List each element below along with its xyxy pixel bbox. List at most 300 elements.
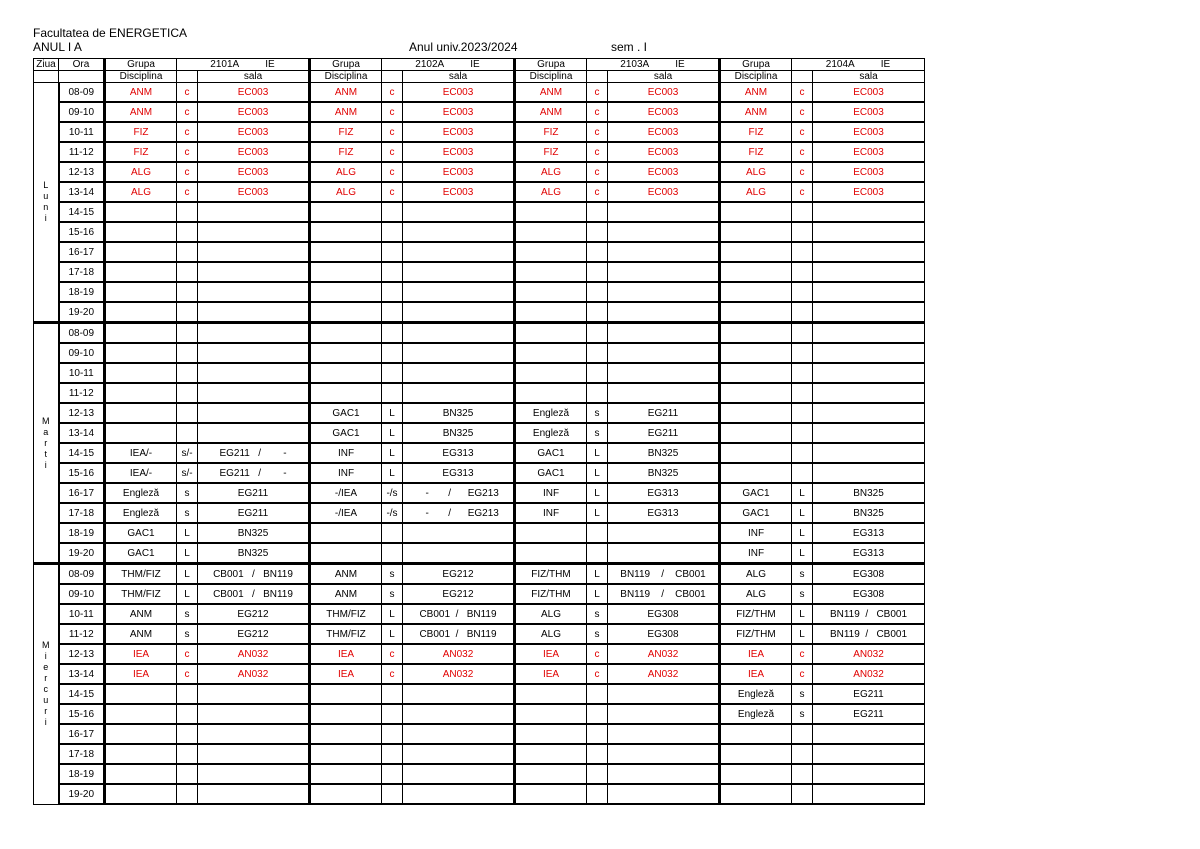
cell-discipline: ANM: [105, 83, 177, 103]
cell-discipline: FIZ: [105, 142, 177, 162]
cell-type: [792, 463, 813, 483]
cell-room: EC003: [813, 83, 925, 103]
cell-discipline: [720, 403, 792, 423]
hour-cell: 17-18: [59, 503, 105, 523]
cell-room: EG211: [608, 423, 720, 443]
cell-type: L: [382, 403, 403, 423]
cell-room: [198, 764, 310, 784]
day-letter: c: [43, 684, 48, 695]
table-row: [34, 684, 925, 704]
cell-discipline: FIZ: [105, 122, 177, 142]
cell-discipline: [720, 383, 792, 403]
cell-room: EG313: [813, 543, 925, 564]
cell-type: L: [587, 584, 608, 604]
disciplina-header: Disciplina: [515, 71, 587, 83]
cell-type: [792, 443, 813, 463]
cell-type: L: [792, 624, 813, 644]
cell-room: [198, 282, 310, 302]
cell-type: L: [587, 503, 608, 523]
header-row-groups: [34, 59, 925, 71]
hour-cell: 14-15: [59, 202, 105, 222]
cell-room: [813, 282, 925, 302]
cell-type: c: [177, 664, 198, 684]
cell-discipline: Engleză: [515, 423, 587, 443]
cell-type: s: [382, 584, 403, 604]
cell-type: c: [382, 664, 403, 684]
cell-type: [382, 262, 403, 282]
cell-type: L: [792, 483, 813, 503]
cell-room: [608, 323, 720, 344]
cell-room: EC003: [608, 142, 720, 162]
cell-room: [608, 242, 720, 262]
cell-room: EG212: [403, 564, 515, 585]
cell-type: [177, 323, 198, 344]
cell-room: EC003: [198, 162, 310, 182]
cell-room: AN032: [608, 664, 720, 684]
cell-discipline: [720, 323, 792, 344]
cell-discipline: ANM: [720, 83, 792, 103]
hour-cell: 11-12: [59, 142, 105, 162]
cell-type: [177, 282, 198, 302]
cell-room: [608, 343, 720, 363]
univ-year-label: Anul univ.2023/2024: [409, 40, 518, 54]
cell-discipline: INF: [720, 523, 792, 543]
cell-type: L: [587, 463, 608, 483]
cell-type: [792, 403, 813, 423]
table-row: [34, 122, 925, 142]
cell-type: L: [587, 564, 608, 585]
cell-type: c: [587, 122, 608, 142]
year-label: ANUL I A: [33, 40, 82, 54]
cell-type: c: [587, 644, 608, 664]
cell-discipline: GAC1: [310, 423, 382, 443]
table-row: [34, 503, 925, 523]
cell-room: [608, 704, 720, 724]
cell-room: EG211 / -: [198, 443, 310, 463]
cell-discipline: INF: [310, 443, 382, 463]
cell-discipline: FIZ: [720, 142, 792, 162]
cell-discipline: INF: [515, 503, 587, 523]
cell-discipline: [105, 744, 177, 764]
cell-discipline: [310, 704, 382, 724]
cell-room: EG308: [608, 604, 720, 624]
cell-type: c: [792, 102, 813, 122]
table-row: [34, 744, 925, 764]
cell-type: c: [382, 142, 403, 162]
cell-type: [587, 383, 608, 403]
hour-cell: 09-10: [59, 102, 105, 122]
cell-room: EC003: [608, 102, 720, 122]
cell-room: EC003: [198, 102, 310, 122]
cell-room: EG313: [813, 523, 925, 543]
cell-room: [403, 784, 515, 804]
cell-room: EG313: [608, 483, 720, 503]
cell-type: c: [382, 644, 403, 664]
cell-type: [587, 523, 608, 543]
cell-discipline: IEA: [720, 664, 792, 684]
table-row: [34, 443, 925, 463]
cell-room: BN325: [403, 423, 515, 443]
cell-room: BN325: [198, 543, 310, 564]
cell-discipline: [105, 724, 177, 744]
cell-room: CB001 / BN119: [198, 564, 310, 585]
cell-room: EG211: [608, 403, 720, 423]
cell-discipline: [515, 744, 587, 764]
cell-discipline: FIZ: [515, 122, 587, 142]
cell-room: [403, 242, 515, 262]
cell-discipline: [310, 744, 382, 764]
cell-room: EG212: [198, 604, 310, 624]
cell-room: [198, 724, 310, 744]
table-row: [34, 463, 925, 483]
cell-discipline: [515, 282, 587, 302]
cell-discipline: [105, 363, 177, 383]
cell-type: c: [587, 162, 608, 182]
table-row: [34, 182, 925, 202]
cell-type: L: [177, 543, 198, 564]
table-row: [34, 764, 925, 784]
cell-room: [608, 684, 720, 704]
cell-type: [177, 724, 198, 744]
cell-type: s: [792, 684, 813, 704]
hour-cell: 12-13: [59, 644, 105, 664]
grupa-header: Grupa: [105, 59, 177, 71]
cell-type: [792, 724, 813, 744]
cell-type: L: [177, 564, 198, 585]
cell-discipline: ALG: [515, 624, 587, 644]
cell-discipline: [105, 202, 177, 222]
cell-discipline: [720, 744, 792, 764]
hour-cell: 18-19: [59, 764, 105, 784]
schedule-table: [33, 58, 925, 805]
cell-discipline: [105, 343, 177, 363]
cell-discipline: INF: [515, 483, 587, 503]
cell-room: [198, 744, 310, 764]
cell-type: c: [382, 162, 403, 182]
cell-type: [792, 202, 813, 222]
day-letter: M: [42, 640, 50, 651]
hour-cell: 13-14: [59, 664, 105, 684]
hour-cell: 10-11: [59, 363, 105, 383]
cell-type: [792, 222, 813, 242]
cell-discipline: GAC1: [515, 463, 587, 483]
cell-discipline: [310, 262, 382, 282]
cell-discipline: [310, 784, 382, 804]
group-id: 2103A: [620, 58, 650, 70]
cell-room: BN325: [608, 443, 720, 463]
cell-room: [608, 724, 720, 744]
cell-type: s: [177, 503, 198, 523]
cell-type: c: [177, 644, 198, 664]
cell-type: [177, 704, 198, 724]
day-letter: i: [44, 459, 47, 470]
cell-type: [177, 744, 198, 764]
cell-discipline: [720, 724, 792, 744]
cell-discipline: ALG: [310, 162, 382, 182]
cell-type: [792, 423, 813, 443]
cell-discipline: FIZ: [310, 142, 382, 162]
cell-room: EC003: [608, 182, 720, 202]
hour-cell: 09-10: [59, 343, 105, 363]
cell-room: [813, 403, 925, 423]
cell-discipline: IEA: [515, 644, 587, 664]
cell-type: s: [177, 483, 198, 503]
cell-room: EC003: [813, 142, 925, 162]
blank-cell: [177, 71, 198, 83]
cell-room: BN325: [813, 503, 925, 523]
cell-type: c: [382, 83, 403, 103]
cell-discipline: [105, 704, 177, 724]
grupa-header: Grupa: [720, 59, 792, 71]
cell-discipline: Engleză: [720, 704, 792, 724]
cell-room: EC003: [813, 102, 925, 122]
cell-discipline: [515, 242, 587, 262]
table-row: [34, 604, 925, 624]
sala-header: sala: [198, 71, 310, 83]
cell-room: BN325: [608, 463, 720, 483]
cell-type: [177, 784, 198, 804]
blank-cell: [382, 71, 403, 83]
cell-room: [813, 724, 925, 744]
cell-discipline: ANM: [515, 83, 587, 103]
cell-type: [382, 704, 403, 724]
cell-discipline: [515, 523, 587, 543]
cell-type: [587, 363, 608, 383]
table-row: [34, 262, 925, 282]
cell-discipline: IEA: [310, 644, 382, 664]
cell-type: c: [792, 122, 813, 142]
cell-type: [587, 744, 608, 764]
cell-discipline: ALG: [720, 564, 792, 585]
sala-header: sala: [403, 71, 515, 83]
cell-discipline: ANM: [105, 624, 177, 644]
cell-room: [403, 724, 515, 744]
table-row: [34, 523, 925, 543]
cell-room: EG308: [608, 624, 720, 644]
day-letter: r: [44, 706, 48, 717]
day-letter: n: [43, 202, 49, 212]
table-row: [34, 363, 925, 383]
cell-type: c: [177, 162, 198, 182]
cell-room: EG308: [813, 584, 925, 604]
cell-room: [608, 764, 720, 784]
cell-room: [403, 523, 515, 543]
cell-type: s: [587, 423, 608, 443]
cell-type: [587, 684, 608, 704]
cell-type: [587, 543, 608, 564]
cell-discipline: [310, 523, 382, 543]
hour-cell: 16-17: [59, 483, 105, 503]
cell-type: [177, 343, 198, 363]
cell-discipline: [515, 202, 587, 222]
cell-room: [403, 262, 515, 282]
cell-type: c: [792, 182, 813, 202]
cell-room: AN032: [198, 664, 310, 684]
cell-discipline: [720, 242, 792, 262]
cell-type: [177, 302, 198, 323]
table-row: [34, 102, 925, 122]
cell-discipline: ANM: [310, 83, 382, 103]
cell-type: -/s: [382, 483, 403, 503]
cell-room: [403, 704, 515, 724]
cell-type: [792, 323, 813, 344]
cell-discipline: THM/FIZ: [310, 604, 382, 624]
cell-room: BN119 / CB001: [608, 564, 720, 585]
cell-room: CB001 / BN119: [403, 604, 515, 624]
cell-discipline: [515, 724, 587, 744]
cell-type: [382, 302, 403, 323]
cell-discipline: [720, 202, 792, 222]
cell-room: [198, 403, 310, 423]
cell-discipline: [105, 242, 177, 262]
cell-type: [587, 724, 608, 744]
cell-room: [608, 363, 720, 383]
header-row-fields: [34, 71, 925, 83]
cell-type: [382, 684, 403, 704]
cell-type: s: [587, 604, 608, 624]
cell-room: BN119 / CB001: [813, 624, 925, 644]
table-row: [34, 403, 925, 423]
table-row: [34, 584, 925, 604]
cell-type: L: [382, 443, 403, 463]
cell-type: [177, 262, 198, 282]
cell-discipline: -/IEA: [310, 503, 382, 523]
cell-type: s: [177, 604, 198, 624]
cell-type: [382, 242, 403, 262]
cell-discipline: FIZ/THM: [720, 604, 792, 624]
cell-room: [403, 543, 515, 564]
cell-room: [813, 323, 925, 344]
blank-cell: [792, 71, 813, 83]
cell-discipline: ALG: [105, 182, 177, 202]
cell-discipline: [105, 383, 177, 403]
cell-room: EG212: [198, 624, 310, 644]
cell-room: AN032: [608, 644, 720, 664]
cell-discipline: [105, 784, 177, 804]
cell-room: BN325: [198, 523, 310, 543]
hour-cell: 18-19: [59, 282, 105, 302]
cell-type: L: [382, 604, 403, 624]
cell-type: [792, 242, 813, 262]
cell-type: s: [587, 624, 608, 644]
table-row: [34, 624, 925, 644]
cell-type: c: [792, 664, 813, 684]
cell-type: [587, 202, 608, 222]
cell-room: [813, 202, 925, 222]
cell-type: c: [792, 83, 813, 103]
cell-room: [403, 282, 515, 302]
cell-discipline: [105, 222, 177, 242]
cell-room: [813, 302, 925, 323]
cell-discipline: [105, 262, 177, 282]
cell-room: [813, 463, 925, 483]
cell-discipline: [515, 323, 587, 344]
cell-discipline: [310, 764, 382, 784]
cell-type: [382, 282, 403, 302]
semester-label: sem . I: [611, 40, 648, 54]
cell-type: s/-: [177, 463, 198, 483]
cell-type: [587, 242, 608, 262]
cell-room: [403, 343, 515, 363]
hour-cell: 12-13: [59, 403, 105, 423]
group-id-cell: [587, 59, 720, 71]
hour-cell: 19-20: [59, 302, 105, 323]
cell-type: s: [177, 624, 198, 644]
group-id-cell: [792, 59, 925, 71]
cell-discipline: [310, 543, 382, 564]
table-row: [34, 664, 925, 684]
cell-discipline: [105, 323, 177, 344]
cell-discipline: ANM: [720, 102, 792, 122]
cell-discipline: GAC1: [105, 523, 177, 543]
cell-type: [382, 523, 403, 543]
disciplina-header: Disciplina: [310, 71, 382, 83]
cell-room: EC003: [198, 182, 310, 202]
cell-room: BN119 / CB001: [813, 604, 925, 624]
hour-cell: 11-12: [59, 624, 105, 644]
cell-type: [382, 363, 403, 383]
cell-discipline: [720, 262, 792, 282]
cell-type: L: [792, 543, 813, 564]
cell-discipline: [720, 764, 792, 784]
cell-room: EG308: [813, 564, 925, 585]
hour-cell: 16-17: [59, 242, 105, 262]
cell-type: [587, 302, 608, 323]
cell-type: [587, 764, 608, 784]
cell-discipline: ANM: [310, 102, 382, 122]
cell-type: [382, 222, 403, 242]
cell-discipline: ALG: [515, 604, 587, 624]
day-letter: i: [44, 717, 47, 728]
cell-type: [792, 282, 813, 302]
cell-room: [403, 744, 515, 764]
table-row: [34, 282, 925, 302]
cell-room: AN032: [403, 664, 515, 684]
cell-type: [177, 764, 198, 784]
group-id-cell: [177, 59, 310, 71]
cell-room: [608, 744, 720, 764]
cell-type: s: [792, 584, 813, 604]
cell-type: [177, 684, 198, 704]
cell-room: EC003: [403, 102, 515, 122]
cell-discipline: [515, 684, 587, 704]
cell-discipline: INF: [720, 543, 792, 564]
cell-discipline: IEA: [105, 644, 177, 664]
cell-discipline: Engleză: [105, 503, 177, 523]
cell-discipline: [515, 784, 587, 804]
group-id: 2104A: [825, 58, 855, 70]
cell-type: [587, 222, 608, 242]
cell-discipline: FIZ: [720, 122, 792, 142]
cell-discipline: IEA: [310, 664, 382, 684]
cell-type: c: [382, 102, 403, 122]
cell-discipline: ALG: [310, 182, 382, 202]
cell-room: EC003: [198, 83, 310, 103]
cell-discipline: [310, 323, 382, 344]
day-letter: r: [44, 437, 48, 448]
cell-room: [403, 684, 515, 704]
table-row: [34, 423, 925, 443]
cell-room: [403, 363, 515, 383]
cell-discipline: IEA: [105, 664, 177, 684]
sala-header: sala: [608, 71, 720, 83]
cell-type: [587, 282, 608, 302]
cell-room: [403, 202, 515, 222]
cell-type: [587, 343, 608, 363]
hour-cell: 15-16: [59, 463, 105, 483]
cell-room: [608, 282, 720, 302]
cell-type: c: [792, 162, 813, 182]
